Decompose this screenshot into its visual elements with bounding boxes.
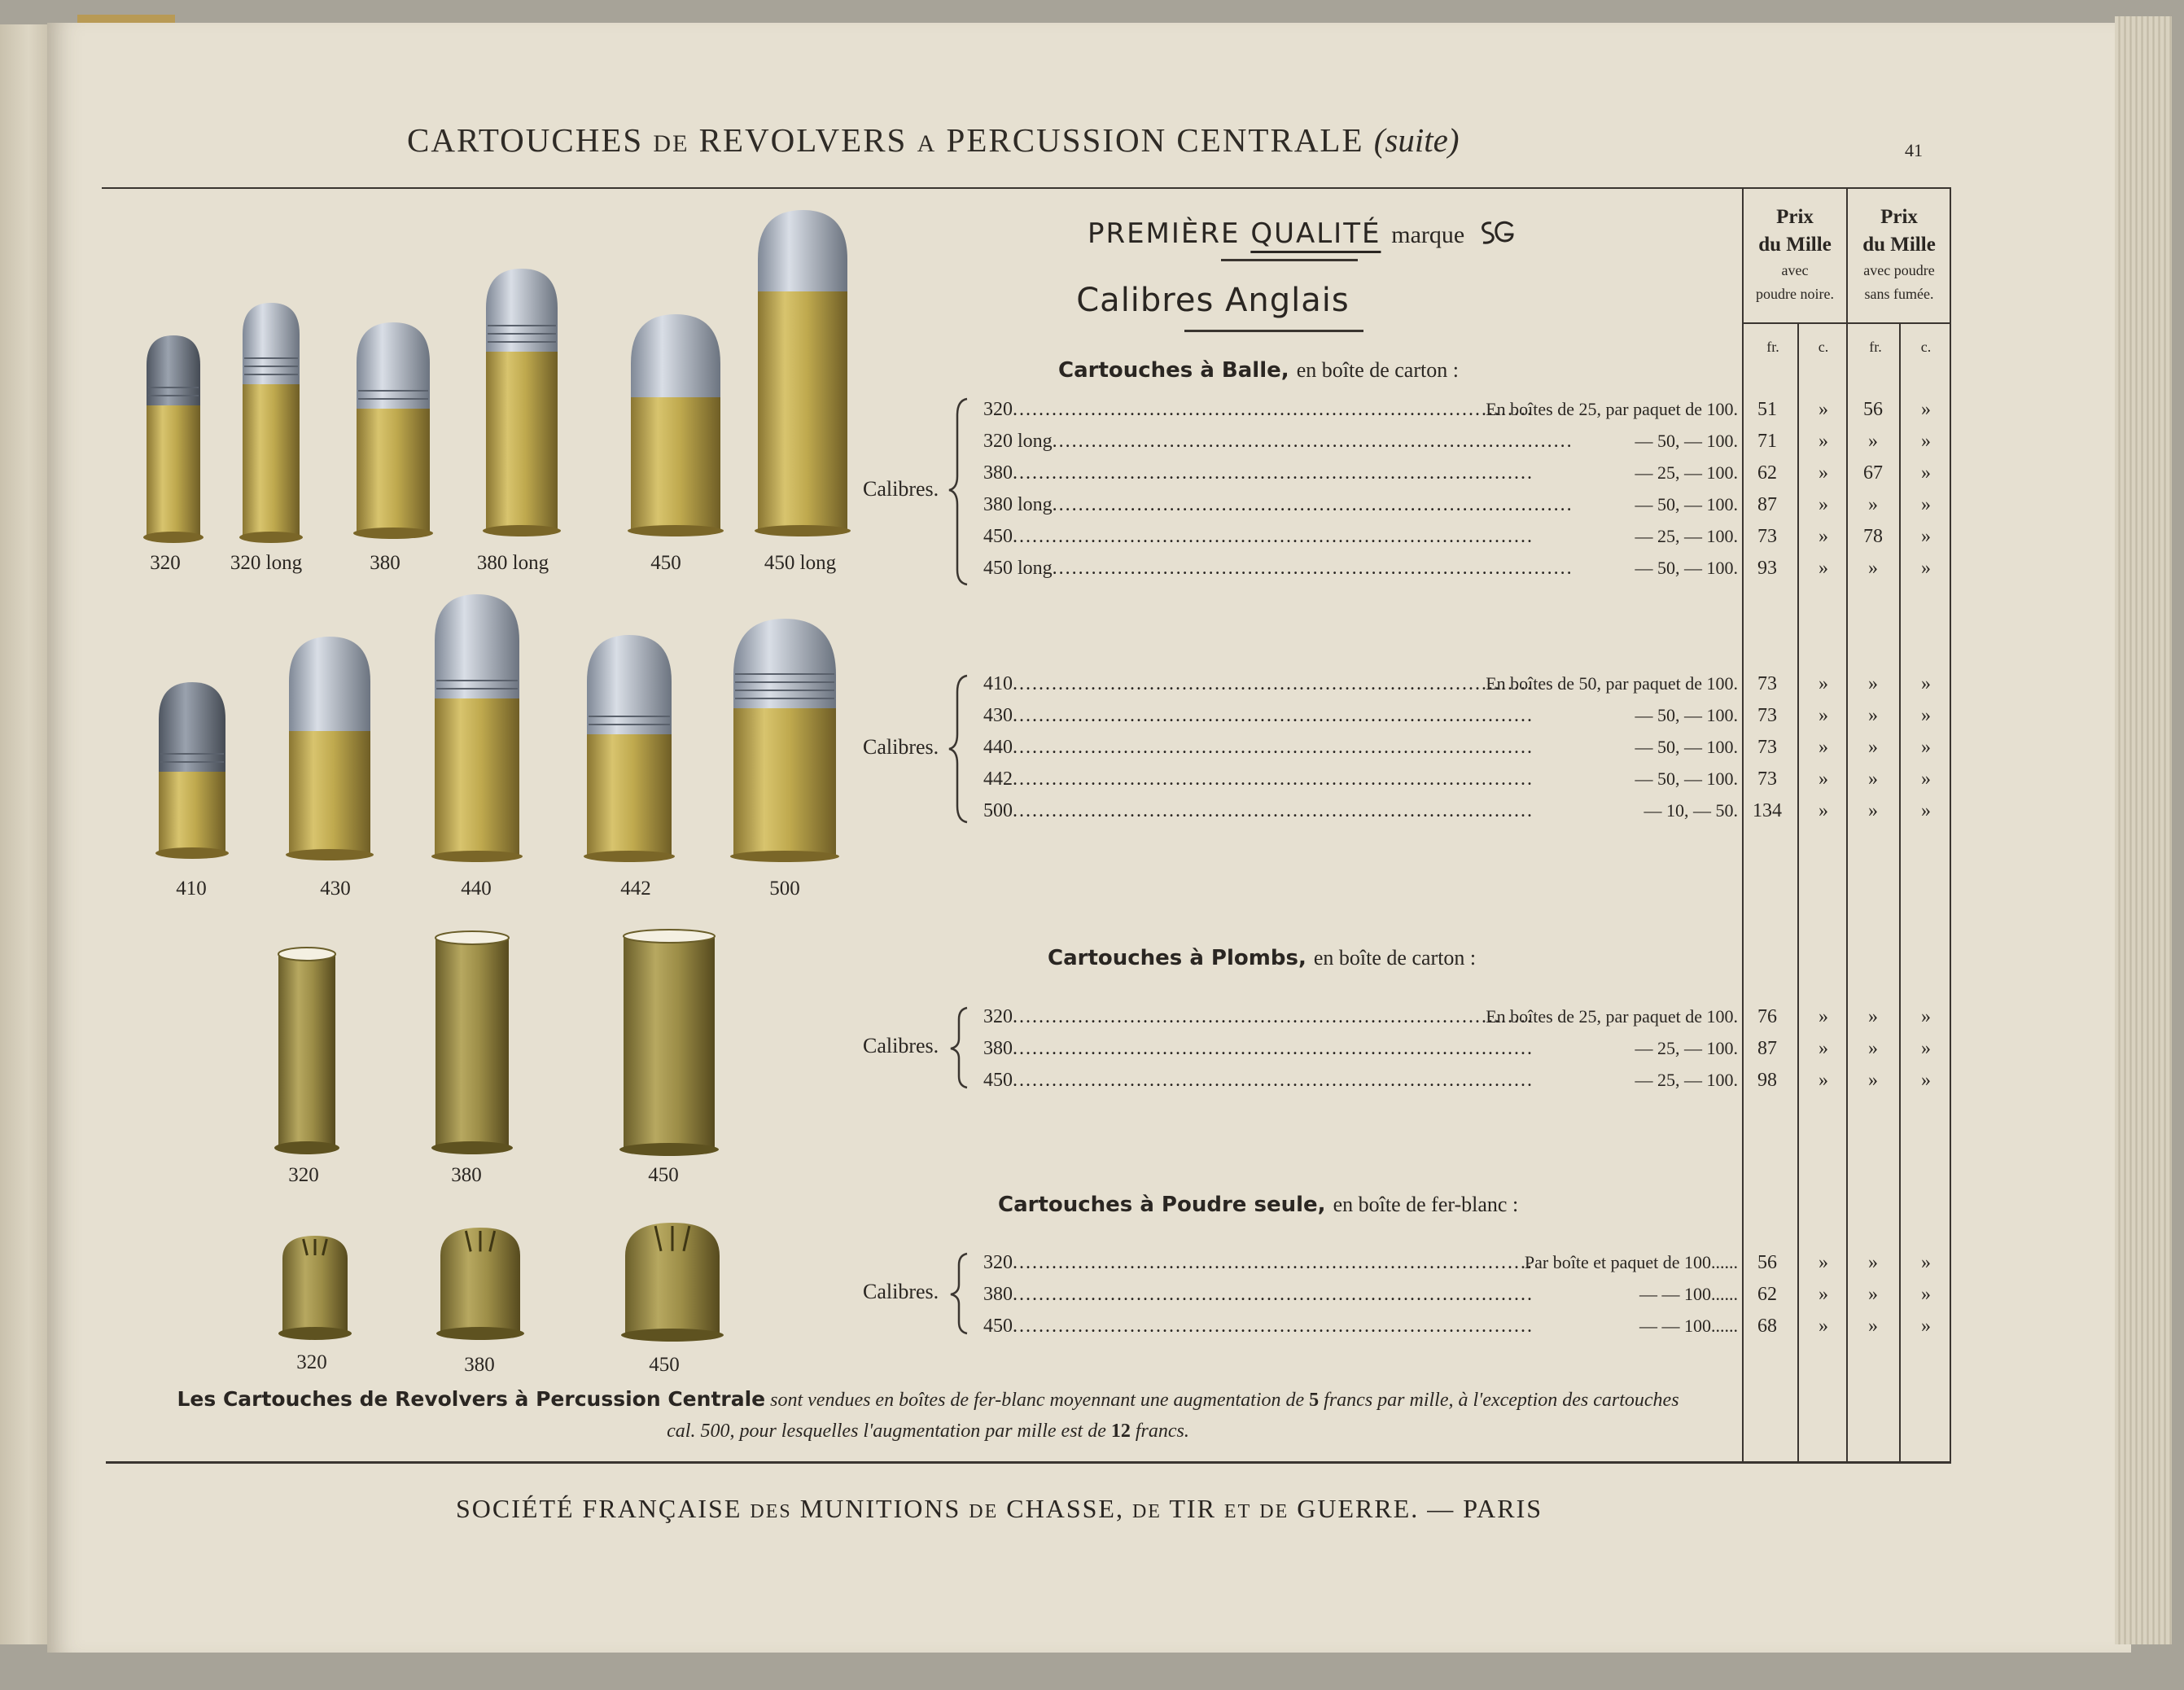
header-suite: (suite)	[1373, 121, 1460, 159]
dot-leader: ................................................................................	[1013, 737, 1534, 758]
cartridge-calibre-label: 410	[176, 878, 207, 900]
cartridge-calibre-label: 450	[650, 552, 681, 574]
dot-leader: ................................................................................	[1013, 462, 1534, 484]
page-footer	[456, 1494, 1677, 1524]
cartridge-icon	[143, 335, 204, 543]
footer-word: DE	[1259, 1501, 1289, 1522]
dot-leader: ................................................................................	[1013, 1038, 1534, 1059]
packaging-text: — 50, — 100.	[1635, 737, 1738, 757]
price-cell: »	[1921, 462, 1931, 484]
cartridge-icon	[353, 322, 433, 539]
header-word: PERCUSSION	[946, 121, 1167, 159]
price-cell: 76	[1757, 1006, 1777, 1027]
calibre-value: 410	[983, 673, 1013, 694]
dot-leader: ................................................................................	[1013, 1284, 1534, 1305]
cartridge-calibre-label: 440	[461, 878, 492, 900]
cartridge-icon	[155, 682, 229, 859]
col-head-line: Prix	[1880, 206, 1918, 228]
calibres-label: Calibres.	[863, 1034, 939, 1057]
price-cell: 73	[1757, 705, 1777, 726]
footnote-number: 12	[1110, 1421, 1131, 1442]
packaging-text: — 50, — 100.	[1635, 768, 1738, 789]
price-cell: 87	[1757, 1038, 1777, 1059]
price-cell: »	[1819, 399, 1828, 420]
cartridge-calibre-label: 320	[288, 1164, 319, 1186]
price-cell: »	[1819, 1070, 1828, 1091]
footer-word: MUNITIONS	[799, 1494, 961, 1523]
price-cell: »	[1819, 494, 1828, 515]
section-title-tail: en boîte de carton :	[1313, 946, 1477, 970]
calibre-value: 442	[983, 768, 1013, 790]
price-cell: »	[1921, 1252, 1931, 1273]
calibre-value: 450 long	[983, 558, 1053, 579]
price-cell: »	[1868, 800, 1878, 821]
packaging-text: — 25, — 100.	[1635, 1038, 1738, 1058]
dot-leader: ................................................................................	[1013, 1006, 1534, 1027]
cartridge-icon	[755, 210, 851, 536]
cartridge-calibre-label: 442	[620, 878, 651, 900]
cartridge-icon	[621, 1223, 724, 1342]
dot-leader: ................................................................................	[1013, 768, 1534, 790]
price-cell: »	[1921, 800, 1931, 821]
calibres-anglais-subtitle: Calibres Anglais	[1076, 282, 1350, 319]
packaging-text: — 50, — 100.	[1635, 494, 1738, 514]
unit-c: c.	[1920, 339, 1932, 355]
price-cell: »	[1921, 1038, 1931, 1059]
price-cell: »	[1819, 1252, 1828, 1273]
col-head-line: du Mille	[1758, 234, 1832, 256]
price-cell: »	[1868, 1070, 1878, 1091]
price-cell: »	[1819, 1038, 1828, 1059]
dot-leader: ................................................................................	[1013, 399, 1534, 420]
price-cell: 93	[1757, 558, 1777, 579]
footnote-text: francs par mille, à l'exception des cartouches	[1324, 1390, 1679, 1411]
cartridge-calibre-label: 320	[150, 552, 181, 574]
col-head-line: Prix	[1776, 206, 1814, 228]
header-word: CENTRALE	[1176, 121, 1364, 159]
section-title-bold: Cartouches à Balle,	[1058, 358, 1289, 383]
footnote-text: sont vendues en boîtes de fer-blanc moyennant une augmentation de	[770, 1390, 1305, 1411]
price-cell: »	[1921, 1284, 1931, 1305]
price-cell: »	[1868, 494, 1878, 515]
price-cell: 78	[1863, 526, 1883, 547]
cartridge-icon	[730, 619, 839, 862]
section-title-bold: Cartouches à Poudre seule,	[998, 1193, 1326, 1217]
price-cell: 73	[1757, 526, 1777, 547]
price-cell: »	[1921, 705, 1931, 726]
header-word: CARTOUCHES	[407, 121, 644, 159]
price-cell: »	[1868, 737, 1878, 758]
price-cell: »	[1921, 1006, 1931, 1027]
price-cell: »	[1868, 705, 1878, 726]
header-word: A	[917, 130, 937, 157]
price-cell: »	[1868, 1252, 1878, 1273]
header-word: REVOLVERS	[698, 121, 908, 159]
cartridge-icon	[619, 930, 719, 1156]
dot-leader: ................................................................................	[1052, 431, 1573, 452]
cartridge-calibre-label: 450 long	[764, 552, 837, 574]
price-cell: »	[1868, 673, 1878, 694]
section-title-tail: en boîte de fer-blanc :	[1333, 1193, 1519, 1216]
price-cell: »	[1819, 673, 1828, 694]
footer-word: — PARIS	[1427, 1494, 1543, 1523]
qualite-word: QUALITÉ	[1250, 217, 1381, 250]
price-cell: 71	[1757, 431, 1777, 452]
calibre-value: 380	[983, 1038, 1013, 1059]
cartridge-icon	[436, 1228, 524, 1340]
section-title-bold: Cartouches à Plombs,	[1048, 946, 1306, 970]
dot-leader: ................................................................................	[1013, 1316, 1534, 1337]
calibres-label: Calibres.	[863, 477, 939, 501]
calibre-value: 380	[983, 1284, 1013, 1305]
header-word: DE	[653, 130, 689, 157]
price-cell: »	[1921, 558, 1931, 579]
price-cell: 73	[1757, 737, 1777, 758]
section-title-tail: en boîte de carton :	[1296, 358, 1459, 382]
calibre-value: 320	[983, 399, 1013, 420]
price-cell: 73	[1757, 768, 1777, 790]
packaging-text: — 50, — 100.	[1635, 558, 1738, 578]
calibre-value: 320	[983, 1006, 1013, 1027]
price-cell: »	[1868, 1316, 1878, 1337]
calibre-value: 450	[983, 526, 1013, 547]
packaging-text: — 50, — 100.	[1635, 431, 1738, 451]
price-cell: »	[1819, 558, 1828, 579]
price-cell: »	[1921, 494, 1931, 515]
price-cell: »	[1921, 737, 1931, 758]
cartridge-icon	[628, 314, 724, 536]
price-cell: »	[1819, 800, 1828, 821]
packaging-text: En boîtes de 25, par paquet de 100.	[1486, 1006, 1738, 1027]
footer-word: DES	[750, 1501, 792, 1522]
price-cell: 68	[1757, 1316, 1777, 1337]
calibre-value: 450	[983, 1316, 1013, 1337]
footer-word: ET	[1223, 1501, 1252, 1522]
page-number: 41	[1905, 140, 1923, 160]
footer-word: DE	[1131, 1501, 1162, 1522]
calibres-label: Calibres.	[863, 735, 939, 759]
dot-leader: ................................................................................	[1052, 558, 1573, 579]
price-cell: »	[1921, 673, 1931, 694]
packaging-text: — 25, — 100.	[1635, 1070, 1738, 1090]
cartridge-calibre-label: 380	[370, 552, 400, 574]
calibre-value: 320	[983, 1252, 1013, 1273]
col-head-line: poudre noire.	[1756, 286, 1834, 302]
footer-word: TIR	[1169, 1494, 1216, 1523]
cartridge-icon	[483, 269, 561, 536]
dot-leader: ................................................................................	[1013, 705, 1534, 726]
calibre-value: 450	[983, 1070, 1013, 1091]
price-cell: »	[1921, 1316, 1931, 1337]
cartridge-icon	[239, 303, 303, 543]
cartridge-icon	[431, 931, 513, 1154]
premiere-word: PREMIÈRE	[1087, 217, 1241, 250]
dot-leader: ................................................................................	[1013, 673, 1534, 694]
dot-leader: ................................................................................	[1013, 526, 1534, 547]
dot-leader: ................................................................................	[1013, 1252, 1534, 1273]
price-cell: 134	[1753, 800, 1782, 821]
footnote-number: 5	[1309, 1390, 1320, 1411]
col-head-line: sans fumée.	[1864, 286, 1934, 302]
marque-word: marque	[1391, 221, 1465, 248]
price-cell: »	[1819, 462, 1828, 484]
price-cell: »	[1921, 768, 1931, 790]
col-head-line: du Mille	[1862, 234, 1936, 256]
calibre-value: 440	[983, 737, 1013, 758]
price-cell: »	[1819, 431, 1828, 452]
price-cell: 56	[1757, 1252, 1777, 1273]
unit-fr: fr.	[1869, 339, 1882, 355]
cartridge-icon	[584, 635, 675, 862]
dot-leader: ................................................................................	[1052, 494, 1573, 515]
cartridge-calibre-label: 450	[649, 1354, 680, 1376]
footnote-bold: Les Cartouches de Revolvers à Percussion Centrale	[177, 1387, 766, 1411]
dot-leader: ................................................................................	[1013, 800, 1534, 821]
packaging-text: En boîtes de 25, par paquet de 100.	[1486, 399, 1738, 419]
price-cell: »	[1868, 768, 1878, 790]
cartridge-calibre-label: 380	[464, 1354, 495, 1376]
price-cell: »	[1921, 431, 1931, 452]
price-cell: 73	[1757, 673, 1777, 694]
cartridge-calibre-label: 430	[320, 878, 351, 900]
packaging-text: — — 100......	[1639, 1316, 1738, 1336]
col-head-line: avec	[1781, 262, 1809, 278]
price-cell: »	[1868, 1284, 1878, 1305]
calibre-value: 380	[983, 462, 1013, 484]
price-cell: 87	[1757, 494, 1777, 515]
calibre-value: 380 long	[983, 494, 1053, 515]
price-cell: »	[1921, 526, 1931, 547]
col-head-line: avec poudre	[1863, 262, 1935, 278]
calibre-value: 430	[983, 705, 1013, 726]
footer-word: GUERRE.	[1297, 1494, 1420, 1523]
cartridge-icon	[431, 594, 523, 862]
packaging-text: Par boîte et paquet de 100......	[1524, 1252, 1738, 1272]
price-cell: »	[1868, 431, 1878, 452]
price-cell: »	[1819, 1284, 1828, 1305]
packaging-text: — — 100......	[1639, 1284, 1738, 1304]
cartridge-calibre-label: 450	[648, 1164, 679, 1186]
price-cell: 56	[1863, 399, 1883, 420]
calibres-label: Calibres.	[863, 1280, 939, 1303]
price-cell: 51	[1757, 399, 1777, 420]
price-cell: 67	[1863, 462, 1883, 484]
cartridge-calibre-label: 380	[451, 1164, 482, 1186]
price-cell: 62	[1757, 1284, 1777, 1305]
footer-word: SOCIÉTÉ FRANÇAISE	[456, 1494, 742, 1523]
packaging-text: En boîtes de 50, par paquet de 100.	[1486, 673, 1738, 694]
price-cell: »	[1819, 1006, 1828, 1027]
calibre-value: 500	[983, 800, 1013, 821]
price-cell: »	[1868, 1006, 1878, 1027]
cartridge-calibre-label: 500	[769, 878, 800, 900]
price-cell: »	[1819, 526, 1828, 547]
footer-word: DE	[969, 1501, 999, 1522]
price-cell: »	[1819, 705, 1828, 726]
calibre-value: 320 long	[983, 431, 1053, 452]
unit-fr: fr.	[1766, 339, 1779, 355]
cartridge-icon	[274, 948, 339, 1154]
packaging-text: — 10, — 50.	[1643, 800, 1738, 821]
cartridge-calibre-label: 320 long	[230, 552, 303, 574]
footnote-text: francs.	[1135, 1421, 1189, 1442]
footnote	[114, 1384, 1742, 1447]
price-cell: »	[1868, 558, 1878, 579]
footer-word: CHASSE,	[1006, 1494, 1124, 1523]
cartridge-icon	[286, 637, 374, 860]
price-cell: 62	[1757, 462, 1777, 484]
packaging-text: — 25, — 100.	[1635, 526, 1738, 546]
unit-c: c.	[1818, 339, 1829, 355]
price-cell: »	[1819, 1316, 1828, 1337]
packaging-text: — 25, — 100.	[1635, 462, 1738, 483]
price-cell: »	[1819, 768, 1828, 790]
price-cell: »	[1921, 399, 1931, 420]
price-cell: »	[1819, 737, 1828, 758]
packaging-text: — 50, — 100.	[1635, 705, 1738, 725]
price-cell: »	[1868, 1038, 1878, 1059]
price-cell: 98	[1757, 1070, 1777, 1091]
dot-leader: ................................................................................	[1013, 1070, 1534, 1091]
cartridge-icon	[278, 1236, 352, 1340]
cartridge-calibre-label: 380 long	[476, 552, 549, 574]
price-cell: »	[1921, 1070, 1931, 1091]
footnote-text: cal. 500, pour lesquelles l'augmentation par mille est de	[667, 1421, 1106, 1442]
cartridge-calibre-label: 320	[296, 1351, 327, 1373]
